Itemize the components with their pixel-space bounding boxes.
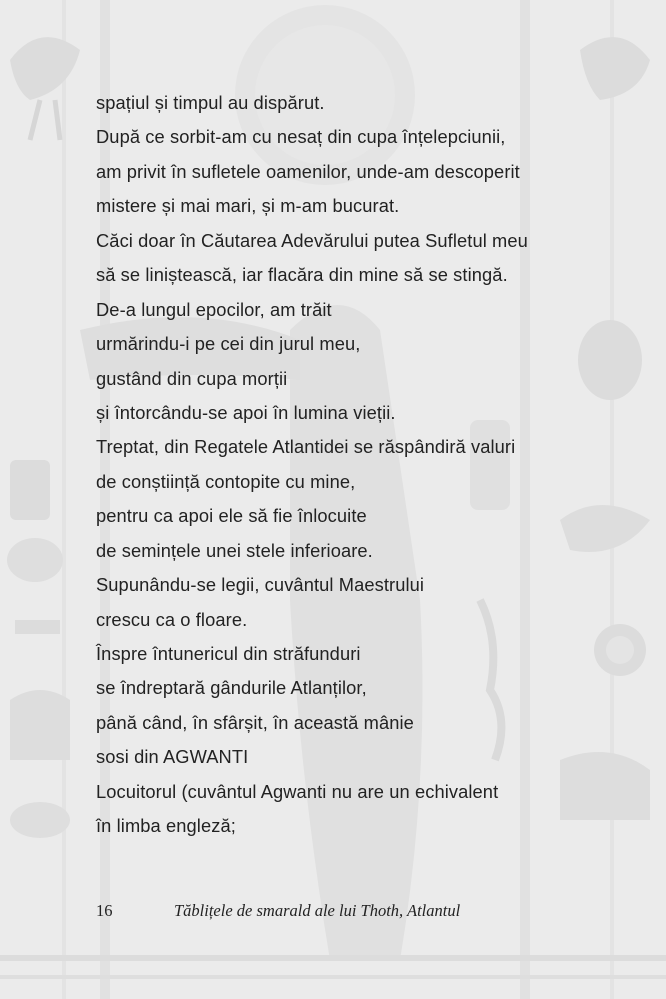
- text-line: în limba engleză;: [96, 815, 236, 837]
- text-line: și întorcându-se apoi în lumina vieții.: [96, 401, 396, 423]
- text-line: am privit în sufletele oamenilor, unde-am descoperit: [96, 160, 520, 182]
- text-line: Supunându-se legii, cuvântul Maestrului: [96, 574, 425, 596]
- text-line: se îndreptară gândurile Atlanților,: [96, 677, 367, 699]
- page-body-text: [96, 86, 606, 844]
- text-line: Căci doar în Căutarea Adevărului putea Sufletul meu: [96, 229, 528, 251]
- text-line: Înspre întunericul din străfunduri: [96, 643, 361, 664]
- text-line: mistere și mai mari, și m-am bucurat.: [96, 195, 400, 217]
- text-line: De-a lungul epocilor, am trăit: [96, 298, 332, 320]
- text-line: Locuitorul (cuvântul Agwanti nu are un echivalent: [96, 780, 499, 802]
- text-line: După ce sorbit-am cu nesaț din cupa înțelepciunii,: [96, 126, 506, 148]
- text-line: gustând din cupa morții: [96, 367, 288, 389]
- text-line: Treptat, din Regatele Atlantidei se răspândiră valuri: [96, 436, 516, 458]
- text-line: spațiul și timpul au dispărut.: [96, 92, 325, 113]
- page-number: 16: [96, 901, 113, 920]
- text-line: crescu ca o floare.: [96, 608, 248, 630]
- page-footer: [96, 899, 460, 923]
- text-line: să se liniștească, iar flacăra din mine să se stingă.: [96, 264, 508, 286]
- text-line: sosi din AGWANTI: [96, 746, 249, 768]
- text-line: pentru ca apoi ele să fie înlocuite: [96, 505, 367, 527]
- running-title: Tăblițele de smarald ale lui Thoth, Atlantul: [174, 901, 461, 920]
- text-line: urmărindu-i pe cei din jurul meu,: [96, 333, 361, 355]
- text-line: de conștiință contopite cu mine,: [96, 470, 356, 492]
- text-line: până când, în sfârșit, în această mânie: [96, 711, 414, 733]
- text-line: de semințele unei stele inferioare.: [96, 539, 373, 561]
